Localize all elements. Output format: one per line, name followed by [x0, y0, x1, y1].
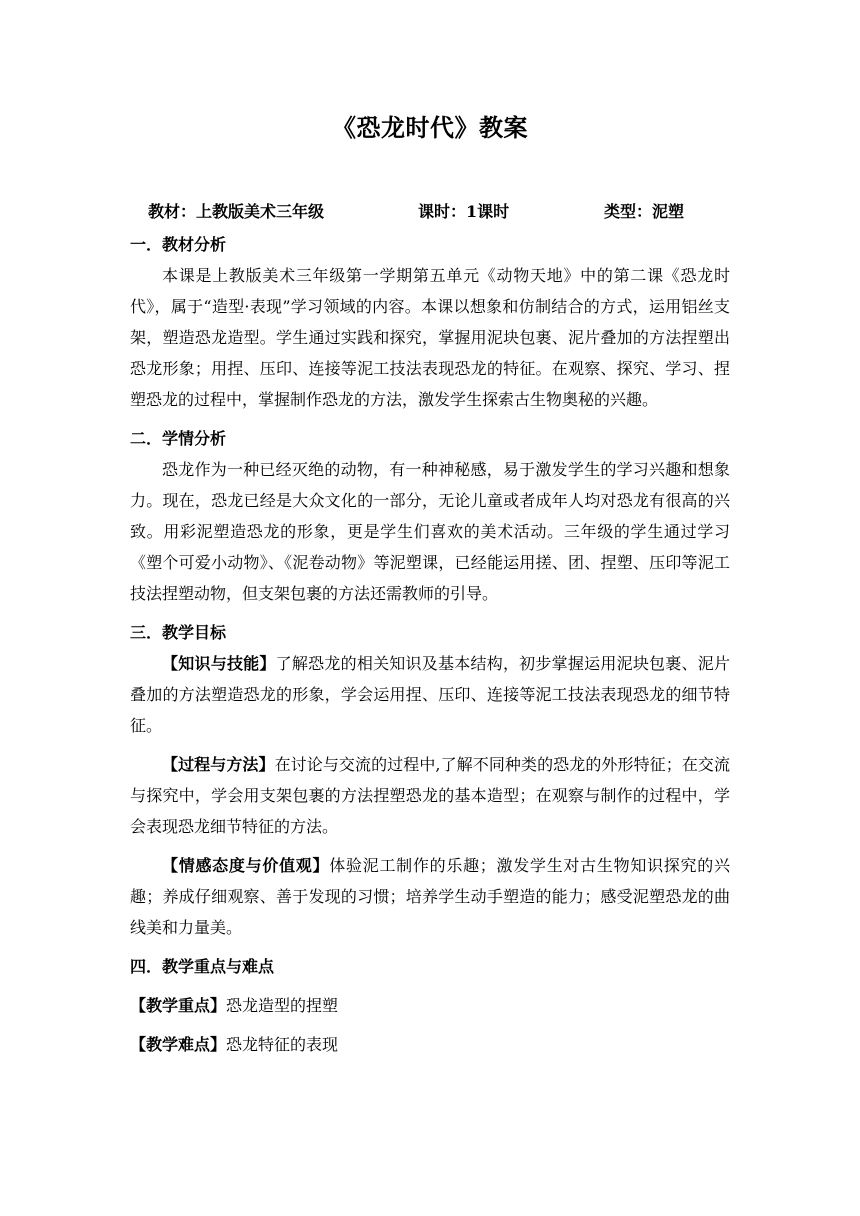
goal-text: 体验泥工制作的乐趣；激发学生对古生物知识探究的兴趣；养成仔细观察、善于发现的习惯；培养学生动手塑造的能力；感受泥塑恐龙的曲线美和力量美。: [130, 856, 730, 937]
section-heading-key-difficult: 四．教学重点与难点: [130, 957, 275, 976]
difficult-label: 【教学难点】: [130, 1035, 227, 1054]
section-heading-teaching-goals: 三．教学目标: [130, 623, 227, 642]
paragraph-student-analysis: 恐龙作为一种已经灭绝的动物，有一种神秘感，易于激发学生的学习兴趣和想象力。现在，恐龙已经是大众文化的一部分，无论儿童或者成年人均对恐龙有很高的兴致。用彩泥塑造恐龙的形象，更是学生们喜欢的美术活动。三年级的学生通过学习《塑个可爱小动物》、《泥卷动物》等泥塑课，已经能运用搓、团、捏塑、压印等泥工技法捏塑动物，但支架包裹的方法还需教师的引导。: [130, 460, 730, 603]
paragraph-material-analysis: 本课是上教版美术三年级第一学期第五单元《动物天地》中的第二课《恐龙时代》，属于“造型·表现”学习领域的内容。本课以想象和仿制结合的方式，运用铝丝支架，塑造恐龙造型。学生通过实践和探究，掌握用泥块包裹、泥片叠加的方法捏塑出恐龙形象；用捏、压印、连接等泥工技法表现恐龙的特征。在观察、探究、学习、捏塑恐龙的过程中，掌握制作恐龙的方法，激发学生探索古生物奥秘的兴趣。: [130, 266, 730, 409]
goal-label: 【知识与技能】: [162, 654, 276, 673]
difficult-text: 恐龙特征的表现: [226, 1035, 339, 1054]
key-text: 恐龙造型的捏塑: [226, 996, 339, 1015]
meta-type: 类型：泥塑: [604, 202, 685, 221]
section-heading-student-analysis: 二．学情分析: [130, 429, 227, 448]
meta-material: 教材：上教版美术三年级: [148, 202, 325, 221]
goal-label: 【情感态度与价值观】: [162, 856, 330, 875]
goal-knowledge-skills: [130, 648, 730, 741]
section-heading-material-analysis: 一．教材分析: [130, 235, 227, 254]
teaching-key-point: [130, 990, 730, 1021]
document-body: [130, 229, 730, 1060]
teaching-difficult-point: [130, 1029, 730, 1060]
goal-text: 在讨论与交流的过程中,了解不同种类的恐龙的外形特征；在交流与探究中，学会用支架包裹的方法捏塑恐龙的基本造型；在观察与制作的过程中，学会表现恐龙细节特征的方法。: [130, 755, 730, 836]
goal-process-method: [130, 749, 730, 842]
key-label: 【教学重点】: [130, 996, 227, 1015]
goal-text: 了解恐龙的相关知识及基本结构，初步掌握运用泥块包裹、泥片叠加的方法塑造恐龙的形象，学会运用捏、压印、连接等泥工技法表现恐龙的细节特征。: [130, 654, 730, 735]
meta-period: 课时：1课时: [418, 202, 510, 221]
document-title: 《恐龙时代》教案: [332, 113, 528, 142]
goal-label: 【过程与方法】: [162, 755, 275, 774]
goal-emotion-values: [130, 850, 730, 943]
lesson-meta: [148, 200, 748, 224]
